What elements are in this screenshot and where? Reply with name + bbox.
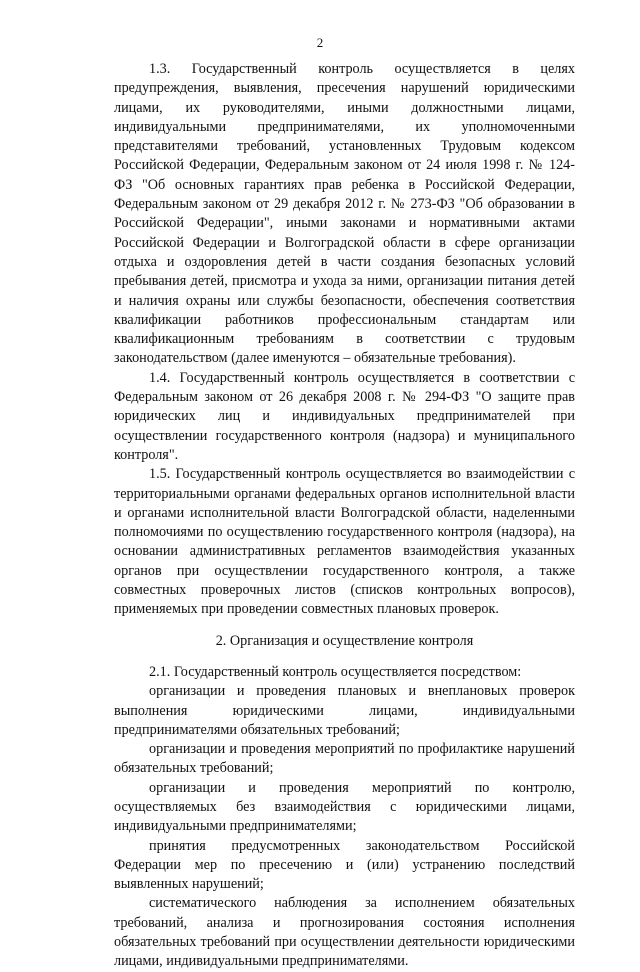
- section-heading: 2. Организация и осуществление контроля: [215, 632, 474, 649]
- list-item: принятия предусмотренных законодательством Российской Федерации мер по пресечению и (или) устранению последствий выявленных нарушений;: [114, 837, 575, 893]
- paragraph-1-3: 1.3. Государственный контроль осуществляется в целях предупреждения, выявления, пресечения нарушений юридическими лицами, их руководителями, иными должностными лицами, индивидуальными предпринимателями, их уполномоченными представителями требований, установленных Трудовым кодексом Российской Федерации, Федеральным законом от 24 июля 1998 г. № 124-ФЗ "Об основных гарантиях прав ребенка в Российской Федерации, Федеральным законом от 29 декабря 2012 г. № 273-ФЗ "Об образовании в Российской Федерации", иными законами и нормативными актами Российской Федерации и Волгоградской области в сфере организации отдыха и оздоровления детей в части создания безопасных условий пребывания детей, присмотра и ухода за ними, организации питания детей и наличия охраны или службы безопасности, обеспечения соответствия квалификации работников профессиональным стандартам или квалификационным требованиям в соответствии с трудовым законодательством (далее именуются – обязательные требования).: [114, 61, 575, 367]
- list-item: организации и проведения мероприятий по контролю, осуществляемых без взаимодействия с юридическими лицами, индивидуальными предпринимателями;: [114, 779, 575, 835]
- list-item: организации и проведения плановых и внеплановых проверок выполнения юридическими лицами, индивидуальными предпринимателями обязательных требований;: [114, 683, 575, 738]
- list-item: систематического наблюдения за исполнением обязательных требований, анализа и прогнозирования состояния исполнения обязательных требований при осуществлении деятельности юридическими лицами, индивидуальными предпринимателями.: [114, 895, 575, 970]
- document-body: [114, 60, 575, 972]
- paragraph-1-4: 1.4. Государственный контроль осуществляется в соответствии с Федеральным законом от 26 декабря 2008 г. № 294-ФЗ "О защите прав юридических лиц и индивидуальных предпринимателей при осуществлении государственного контроля (надзора) и муниципального контроля".: [114, 369, 575, 463]
- list-item: организации и проведения мероприятий по профилактике нарушений обязательных требований;: [114, 741, 575, 777]
- paragraph-1-5: 1.5. Государственный контроль осуществляется во взаимодействии с территориальными органами федеральных органов исполнительной власти и органами исполнительной власти Волгоградской области, наделенными полномочиями по осуществлению государственного контроля (надзора), на основании административных регламентов взаимодействия указанных органов при осуществлении государственного контроля, а также совместных проверочных листов (списков контрольных вопросов), применяемых при проведении совместных плановых проверок.: [114, 466, 575, 618]
- paragraph-2-1: 2.1. Государственный контроль осуществляется посредством:: [149, 663, 522, 680]
- page-number: 2: [316, 35, 324, 50]
